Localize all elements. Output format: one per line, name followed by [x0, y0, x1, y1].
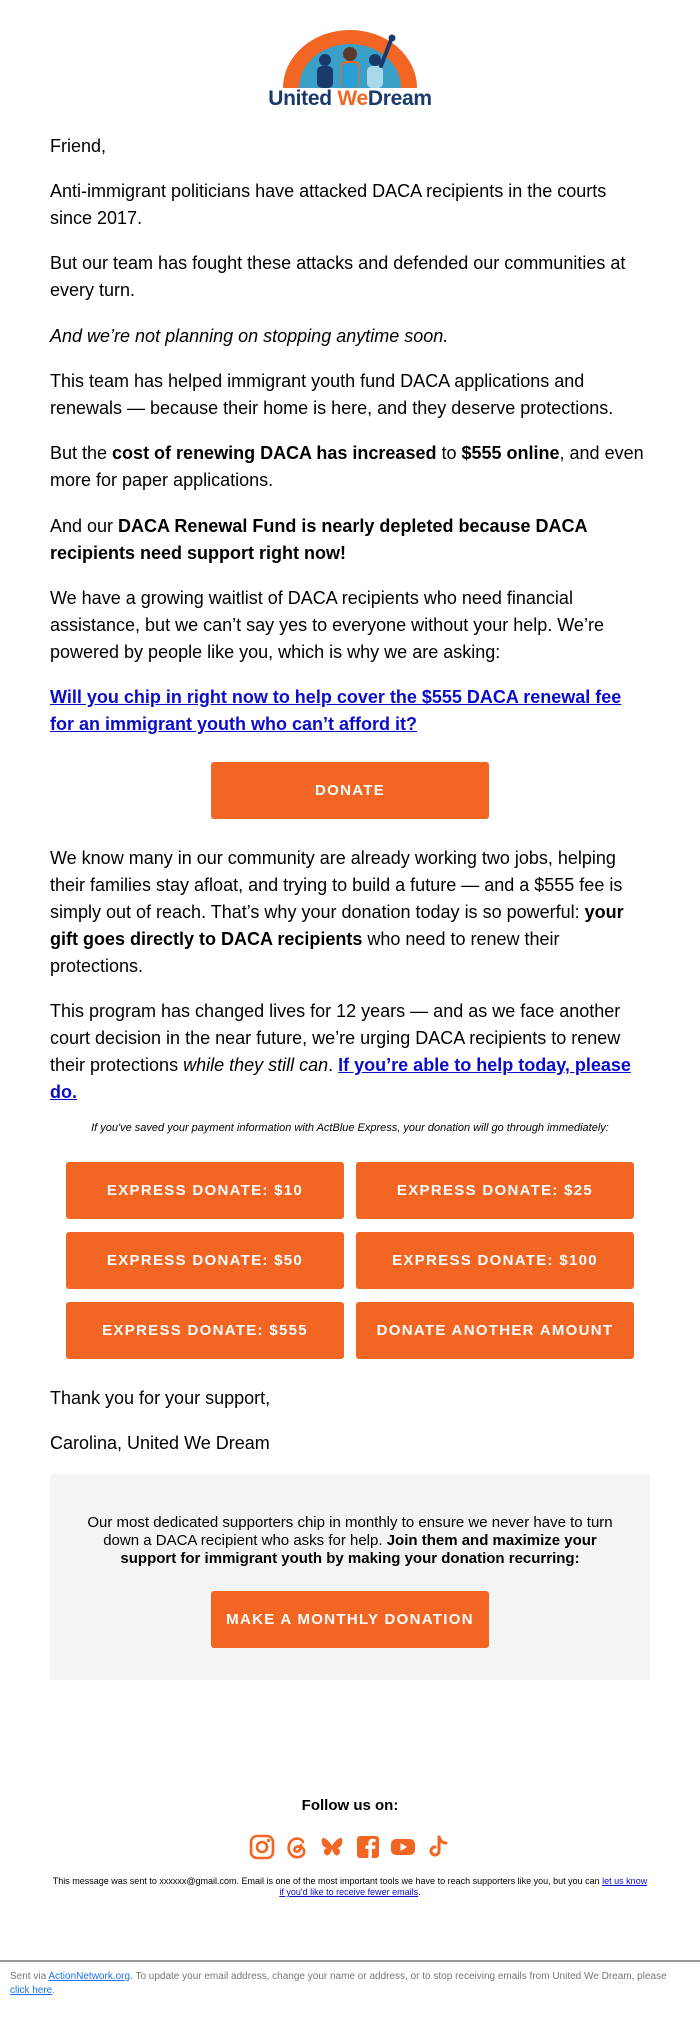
footer-end: . — [52, 1985, 56, 1996]
p9-text-a: This program has changed lives for 12 years — and as we face another court decision in the near future, we’re urging DACA recipients to renew their protections — [50, 1001, 621, 1075]
fewer-emails-link[interactable]: let us know if you'd like to receive fewer emails — [279, 1876, 648, 1897]
p8-text-c: who need to renew their protections. — [50, 929, 560, 976]
footer — [10, 1970, 680, 1998]
closing-line: Thank you for your support, — [50, 1388, 271, 1408]
threads-icon[interactable] — [284, 1834, 310, 1860]
greeting: Friend, — [50, 136, 107, 156]
p6-bold-fund: DACA Renewal Fund is nearly depleted because DACA recipients need support right now! — [50, 516, 587, 563]
ask-paragraph — [50, 684, 650, 738]
logo-graphic — [265, 30, 435, 90]
express-donate-555-button[interactable]: EXPRESS DONATE: $555 — [66, 1302, 344, 1359]
paragraph-8 — [50, 845, 650, 980]
footer-divider — [0, 1960, 700, 1962]
p5-text-a: But the — [50, 443, 113, 463]
fine-print-text: This message was sent to xxxxxx@gmail.com. Email is one of the most important tools we have to reach supporters like you, but you can — [52, 1876, 603, 1886]
donate-another-amount-button[interactable]: DONATE ANOTHER AMOUNT — [356, 1302, 634, 1359]
united-we-dream-logo[interactable] — [265, 30, 435, 114]
paragraph-1: Anti-immigrant politicians have attacked DACA recipients in the courts since 2017. — [50, 181, 607, 228]
actionnetwork-link[interactable]: ActionNetwork.org — [48, 1971, 131, 1982]
paragraph-4: This team has helped immigrant youth fund DACA applications and renewals — because their home is here, and they deserve protections. — [50, 371, 614, 418]
paragraph-3: And we’re not planning on stopping anytime soon. — [50, 326, 449, 346]
click-here-link[interactable]: click here — [10, 1985, 53, 1996]
express-donate-25-button[interactable]: EXPRESS DONATE: $25 — [356, 1162, 634, 1219]
p5-bold-cost: cost of renewing DACA has increased — [112, 443, 437, 463]
p8-bold-gift: your gift goes directly to DACA recipients — [50, 902, 624, 949]
signature: Carolina, United We Dream — [50, 1433, 270, 1453]
footer-middle: . To update your email address, change your name or address, or to stop receiving emails from United We Dream, please — [130, 1971, 667, 1982]
help-today-link[interactable]: If you’re able to help today, please do. — [50, 1055, 631, 1102]
express-note: If you've saved your payment information with ActBlue Express, your donation will go through immediately: — [91, 1122, 609, 1134]
monthly-text-a: Our most dedicated supporters chip in monthly to ensure we never have to turn down a DACA recipient who asks for help. — [87, 1514, 613, 1549]
paragraph-7: We have a growing waitlist of DACA recipients who need financial assistance, but we can’t say yes to everyone without your help. We’re powered by people like you, which is why we are asking: — [50, 588, 604, 662]
monthly-donation-button[interactable]: MAKE A MONTHLY DONATION — [211, 1591, 489, 1648]
fine-print-end: . — [418, 1887, 421, 1897]
ask-donate-link[interactable]: Will you chip in right now to help cover the $555 DACA renewal fee for an immigrant youth who can’t afford it? — [50, 687, 622, 734]
instagram-icon[interactable] — [249, 1834, 275, 1860]
follow-us-heading: Follow us on: — [301, 1797, 399, 1814]
express-donate-10-button[interactable]: EXPRESS DONATE: $10 — [66, 1162, 344, 1219]
fine-print — [50, 1876, 650, 1898]
footer-prefix: Sent via — [10, 1971, 49, 1982]
monthly-donation-box — [50, 1474, 650, 1680]
p5-bold-price: $555 online — [461, 443, 560, 463]
p9-text-c: . — [328, 1055, 339, 1075]
paragraph-2: But our team has fought these attacks and defended our communities at every turn. — [50, 253, 626, 300]
logo-word-united: United — [268, 87, 332, 110]
logo-wordmark — [265, 87, 435, 111]
paragraph-6 — [50, 513, 650, 567]
p6-text-a: And our — [50, 516, 119, 536]
tiktok-icon[interactable] — [425, 1834, 451, 1860]
monthly-text — [80, 1514, 620, 1568]
express-donate-50-button[interactable]: EXPRESS DONATE: $50 — [66, 1232, 344, 1289]
paragraph-9 — [50, 998, 650, 1106]
paragraph-5 — [50, 440, 650, 494]
donate-button[interactable]: DONATE — [211, 762, 489, 819]
logo-word-we: We — [337, 87, 368, 110]
express-donate-100-button[interactable]: EXPRESS DONATE: $100 — [356, 1232, 634, 1289]
youtube-icon[interactable] — [390, 1834, 416, 1860]
facebook-icon[interactable] — [355, 1834, 381, 1860]
monthly-text-bold: Join them and maximize your support for immigrant youth by making your donation recurring: — [120, 1532, 597, 1567]
social-icons-row — [249, 1834, 451, 1862]
p5-text-e: , and even more for paper applications. — [50, 443, 644, 490]
logo-word-dream: Dream — [367, 87, 432, 110]
p8-text-a: We know many in our community are already working two jobs, helping their families stay afloat, and trying to build a future — and a $555 fee is simply out of reach. That’s why your donation today is so powerful: — [50, 848, 623, 922]
p9-italic: while they still can — [183, 1055, 329, 1075]
p5-text-c: to — [436, 443, 462, 463]
bluesky-icon[interactable] — [319, 1834, 345, 1860]
